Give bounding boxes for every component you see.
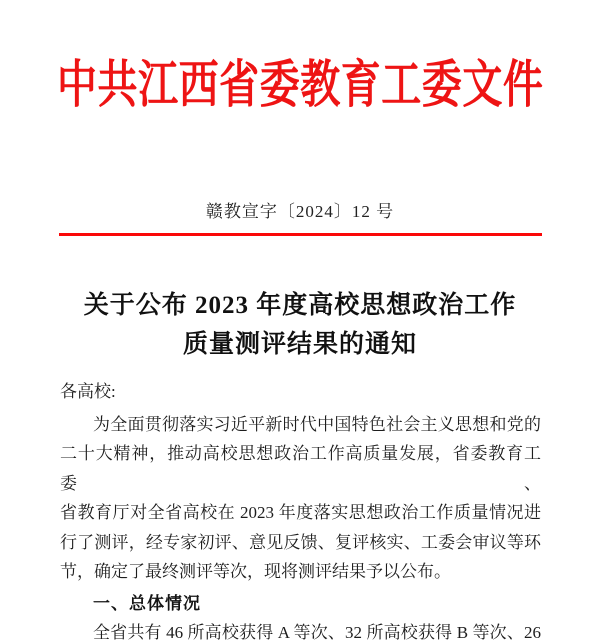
body-text (60, 377, 541, 641)
paragraph1-line2: 二十大精神，推动高校思想政治工作高质量发展，省委教育工委、 (60, 444, 541, 493)
notice-title (0, 286, 600, 364)
red-divider-line (59, 233, 542, 236)
paragraph1-line1: 为全面贯彻落实习近平新时代中国特色社会主义思想和党的 (93, 414, 541, 434)
notice-title-line1: 关于公布 2023 年度高校思想政治工作 (83, 292, 517, 319)
salutation-line: 各高校: (60, 382, 116, 401)
document-number: 赣教宣字〔2024〕12 号 (205, 202, 395, 221)
paragraph1-line4: 行了测评，经专家初评、意见反馈、复评核实、工委会审议等环 (60, 532, 541, 552)
red-header-org-title: 中 共 江 西 省 委 教 育 工 委 文 件 (57, 56, 543, 114)
notice-title-line2: 质量测评结果的通知 (182, 331, 417, 358)
section-heading-overall-situation: 一、总体情况 (93, 593, 201, 613)
paragraph2-line1: 全省共有 46 所高校获得 A 等次、32 所高校获得 B 等次、26 (93, 623, 541, 641)
paragraph1-line3: 省教育厅对全省高校在 2023 年度落实思想政治工作质量情况进 (60, 503, 541, 522)
paragraph1-line5: 节，确定了最终测评等次，现将测评结果予以公布。 (60, 562, 451, 581)
